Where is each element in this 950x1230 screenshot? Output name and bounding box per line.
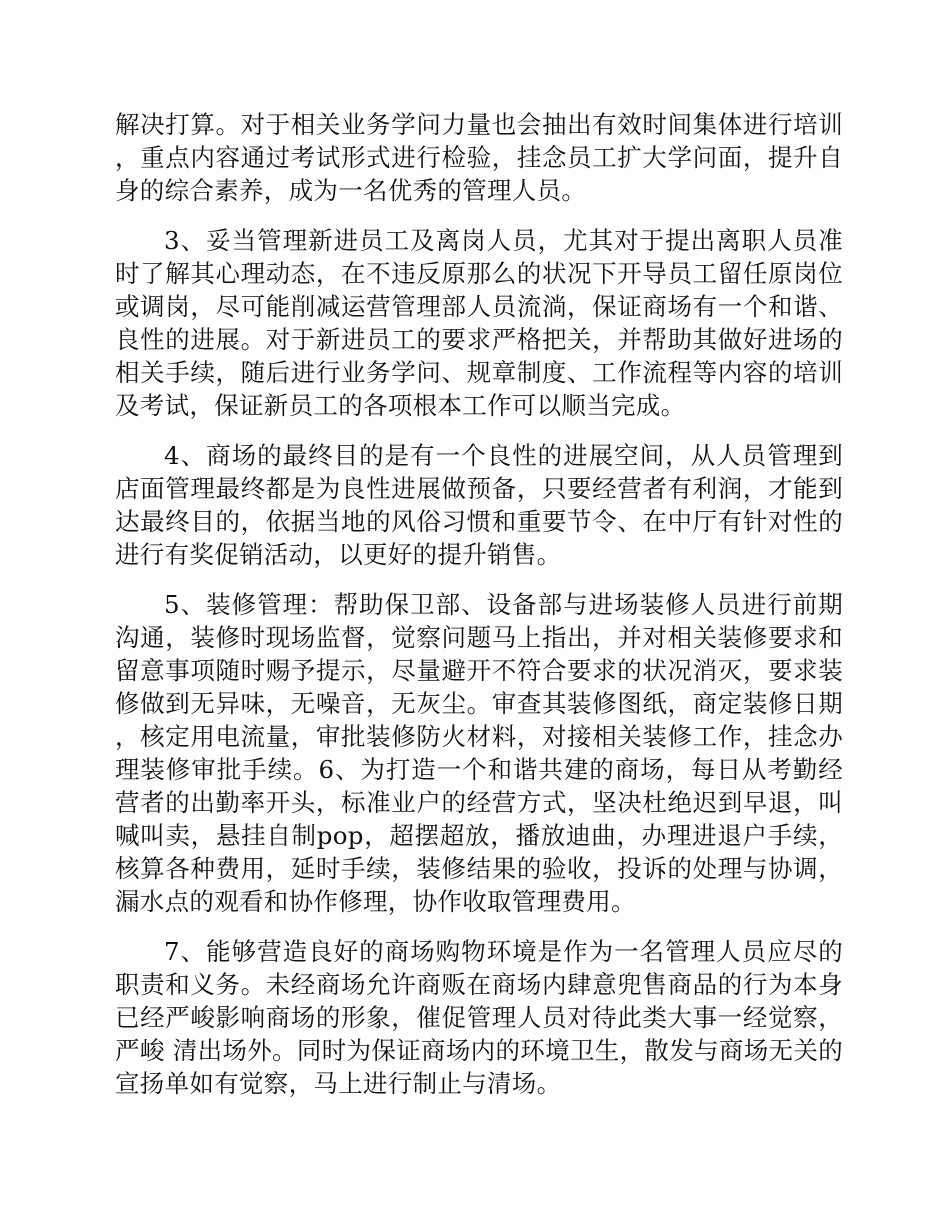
paragraph-item-7-shopping-environment: 7、能够营造良好的商场购物环境是作为一名管理人员应尽的职责和义务。未经商场允许商贩在商场内肆意兜售商品的行为本身已经严峻影响商场的形象，催促管理人员对待此类大事一经觉察，严峻 清出场外。同时为保证商场内的环境卫生，散发与商场无关的宣扬单如有觉察，马上进行制止与清场。 (115, 937, 843, 1098)
paragraph-item-3-staff-management: 3、妥当管理新进员工及离岗人员，尤其对于提出离职人员准时了解其心理动态，在不违反原那么的状况下开导员工留任原岗位或调岗，尽可能削减运营管理部人员流淌，保证商场有一个和谐、良性的进展。对于新进员工的要求严格把关，并帮助其做好进场的相关手续，随后进行业务学问、规章制度、工作流程等内容的培训及考试，保证新员工的各项根本工作可以顺当完成。 (115, 226, 843, 420)
paragraph-item-5-6-renovation-and-operations: 5、装修管理：帮助保卫部、设备部与进场装修人员进行前期沟通，装修时现场监督，觉察问题马上指出，并对相关装修要求和留意事项随时赐予提示，尽量避开不符合要求的状况消灭，要求装修做到无异味，无噪音，无灰尘。审查其装修图纸，商定装修日期，核定用电流量，审批装修防火材料，对接相关装修工作，挂念办理装修审批手续。6、为打造一个和谐共建的商场，每日从考勤经营者的出勤率开头，标准业户的经营方式，坚决杜绝迟到早退，叫喊叫卖，悬挂自制pop，超摆超放，播放迪曲，办理进退户手续，核算各种费用，延时手续，装修结果的验收，投诉的处理与协调，漏水点的观看和协作修理，协作收取管理费用。 (115, 590, 843, 916)
paragraph-item-4-mall-goals: 4、商场的最终目的是有一个良性的进展空间，从人员管理到店面管理最终都是为良性进展做预备，只要经营者有利润，才能到达最终目的，依据当地的风俗习惯和重要节令、在中厅有针对性的进行有奖促销活动，以更好的提升销售。 (115, 441, 843, 569)
document-page (115, 108, 843, 1100)
paragraph-training-continued: 解决打算。对于相关业务学问力量也会抽出有效时间集体进行培训，重点内容通过考试形式进行检验，挂念员工扩大学问面，提升自身的综合素养，成为一名优秀的管理人员。 (115, 110, 843, 205)
